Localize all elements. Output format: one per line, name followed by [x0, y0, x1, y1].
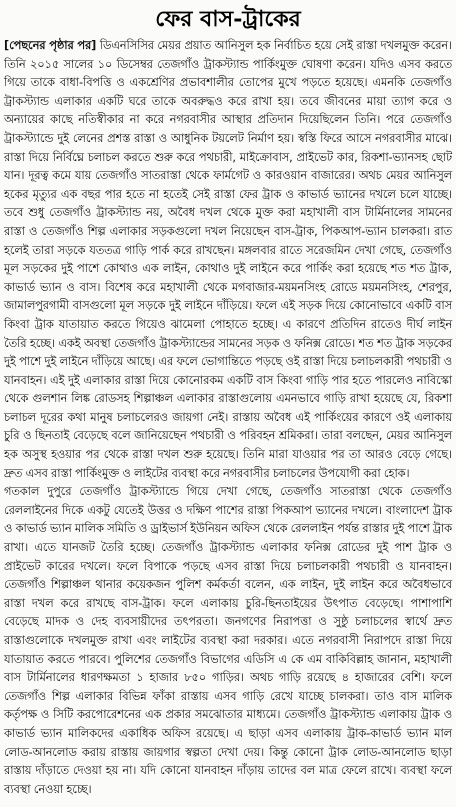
continued-from-label: [পেছনের পৃষ্ঠার পর]	[4, 38, 97, 52]
paragraph-1: ডিএনসিসির মেয়র প্রয়াত আনিসুল হক নির্বাচিত হয়ে সেই রাস্তা দখলমুক্ত করেন। তিনি ২০১৫ সালের ১০ ডিসেম্বর তেজগাঁও ট্রাকস্ট্যান্ড পার্কিংমুক্ত ঘোষণা করেন। যদিও এসব করতে গিয়ে তাকে বাধা-বিপত্তি ও একশ্রেণির প্রভাবশালীর তোপের মুখে পড়তে হয়েছে। এমনকি তেজগাঁও ট্রাকস্ট্যান্ড এলাকার একটি ঘরে তাকে অবরুদ্ধও করে রাখা হয়। তবে জীবনের মায়া ত্যাগ করে ও অন্যায়ের কাছে নতিস্বীকার না করে নগরবাসীর আস্থার প্রতিদান দিয়েছিলেন তিনি। পরে তেজগাঁও ট্রাকস্ট্যান্ডে দুই লেনের প্রশস্ত রাস্তা ও আধুনিক টয়লেট নির্মাণ হয়। স্বস্তি ফিরে আসে নগরবাসীর মাঝে। রাস্তা দিয়ে নির্বিঘ্নে চলাচল করতে শুরু করে পথচারী, মাইক্রোবাস, প্রাইভেট কার, রিকশা-ভ্যানসহ ছোট যান। দূরত্ব কমে যায় তেজগাঁও সাতরাস্তা থেকে ফার্মগেট ও কারওয়ান বাজারের। অথচ মেয়র আনিসুল হকের মৃত্যুর এক বছর পার হতে না হতেই সেই রাস্তা ফের ট্রাক ও কাভার্ড ভ্যানের দখলে চলে যাচ্ছে। তবে শুধু তেজগাঁও ট্রাকস্ট্যান্ড নয়, অবৈধ দখল থেকে মুক্ত করা মহাখালী বাস টার্মিনালের সামনের রাস্তা ও তেজগাঁও শিল্প এলাকার সড়কগুলো দখল নিয়েছেন বাস-ট্রাক, পিকআপ-ভ্যান চালকরা। রাত হলেই তারা সড়কে যততত্র গাড়ি পার্ক করে রাখছেন। মঙ্গলবার রাতে সরেজমিন দেখা গেছে, তেজগাঁও মূল সড়কের দুই পাশে কোথাও এক লাইন, কোথাও দুই লাইনে করে পার্কিং করা হয়েছে শত শত ট্রাক, কাভার্ড ভ্যান ও বাস। বিশেষ করে মহাখালী থেকে মগবাজার-ময়মনসিংহ রোডে ময়মনসিংহ, শেরপুর, জামালপুরগামী বাসগুলো মূল সড়কে দুই লাইনে দাঁড়িয়ে। ফলে এই সড়ক দিয়ে কোনোভাবে একটি বাস কিংবা ট্রাক যাতায়াত করতে গিয়েও ঝামেলা পোহাতে হচ্ছে। এ কারণে প্রতিদিন রাতেও দীর্ঘ লাইন তৈরি হচ্ছে। একই অবস্থা তেজগাঁও ট্রাকস্ট্যান্ডের সামনের সড়ক ও ফনিক্স রোডে। শত শত ট্রাক সড়কের দুই পাশে দুই লাইনে দাঁড়িয়ে আছে। এর ফলে ভোগান্তিতে পড়ছে ওই রাস্তা দিয়ে চলাচলকারী পথচারী ও যানবাহন। এই দুই এলাকার রাস্তা দিয়ে কোনোরকম একটি বাস কিংবা গাড়ি পার হতে পারলেও নাবিস্কো থেকে গুলশান লিঙ্ক রোডসহ শিল্পাঞ্চল এলাকার রাস্তাগুলোয় এমনভাবে গাড়ি রাখা হয়েছে যে, রিকশা চলাচল দূরের কথা মানুষ চলাচলেরও জায়গা নেই। রাস্তায় অবৈধ এই পার্কিংয়ের কারণে ওই এলাকায় চুরি ও ছিনতাই বেড়েছে বলে জানিয়েছেন পথচারী ও পরিবহন শ্রমিকরা। তারা বলছেন, মেয়র আনিসুল হক অসুস্থ হওয়ার পর থেকে রাস্তা দখল শুরু হয়েছে। তিনি মারা যাওয়ার পর তা আরও বেড়ে গেছে। দ্রুত এসব রাস্তা পার্কিংমুক্ত ও লাইটের ব্যবস্থা করে নগরবাসীর চলাচলের উপযোগী করা হোক।	[4, 38, 452, 480]
article-body	[4, 36, 452, 798]
headline: ফের বাস-ট্রাকের	[155, 6, 301, 32]
paragraph-2: গতকাল দুপুরে তেজগাঁও ট্রাকস্ট্যান্ডে গিয়ে দেখা গেছে, তেজগাঁও সাতরাস্তা থেকে তেজগাঁও রেললাইনের দিকে একটু যেতেই উত্তর ও দক্ষিণ পাশের রাস্তা পিকআপ ভ্যানের দখলে। বাংলাদেশ ট্রাক ও কাভার্ড ভ্যান মালিক সমিতি ও ড্রাইভার্স ইউনিয়ন অফিস থেকে রেললাইন পর্যন্ত রাস্তার দুই পাশে ট্রাক রাখা। এতে যানজট তৈরি হচ্ছে। তেজগাঁও ট্রাকস্ট্যান্ড এলাকার ফনিক্স রোডের দুই পাশ ট্রাক ও প্রাইভেট কারের দখলে। ফলে বিপাকে পড়ছে এসব রাস্তা দিয়ে চলাচলকারী পথচারী ও যানবাহন। তেজগাঁও শিল্পাঞ্চল থানার কয়েকজন পুলিশ কর্মকর্তা বলেন, এক লাইন, দুই লাইন করে অবৈধভাবে রাস্তা দখল করে রাখছে বাস-ট্রাক। ফলে এলাকায় চুরি-ছিনতাইয়ের উৎপাত বেড়েছে। পাশাপাশি বেড়েছে মাদক ও দেহ ব্যবসায়ীদের তৎপরতা। জনগণের নিরাপত্তা ও সুষ্ঠু চলাচলের স্বার্থে দ্রুত রাস্তাগুলোকে দখলমুক্ত রাখা এবং লাইটের ব্যবস্থা করা দরকার। এতে নগরবাসী নিরাপদে রাস্তা দিয়ে যাতায়াত করতে পারবে। পুলিশের তেজগাঁও বিভাগের এডিসি এ কে এম বাকিবিল্লাহ জানান, মহাখালী বাস টার্মিনালের ধারণক্ষমতা ১ হাজার ৮৫০ গাড়ির। অথচ গাড়ি রয়েছে ৪ হাজারের বেশি। ফলে তেজগাঁও শিল্প এলাকার বিভিন্ন ফাঁকা রাস্তায় এসব গাড়ি রেখে যাচ্ছে চালকরা। তাও বাস মালিক কর্তৃপক্ষ ও সিটি করপোরেশনের এক প্রকার সমঝোতার মাধ্যমে। তেজগাঁও ট্রাকস্ট্যান্ড এলাকায় ট্রাক ও কাভার্ড ভ্যান মালিকদের একাধিক অফিস রয়েছে। এ ছাড়া এসব এলাকায় ট্রাক-কাভার্ড ভ্যান মাল লোড-আনলোড করায় রাস্তায় জায়গার স্বল্পতা দেখা দেয়। কিন্তু কোনো ট্রাক লোড-আনলোড ছাড়া রাস্তায় দাঁড়াতে দেওয়া হয় না। যদি কোনো যানবাহন দাঁড়ায় তাদের বল মাত্র ফেলে রাখে। ব্যবস্থা ফলে ব্যবস্থা নেওয়া হচ্ছে।	[4, 484, 452, 796]
